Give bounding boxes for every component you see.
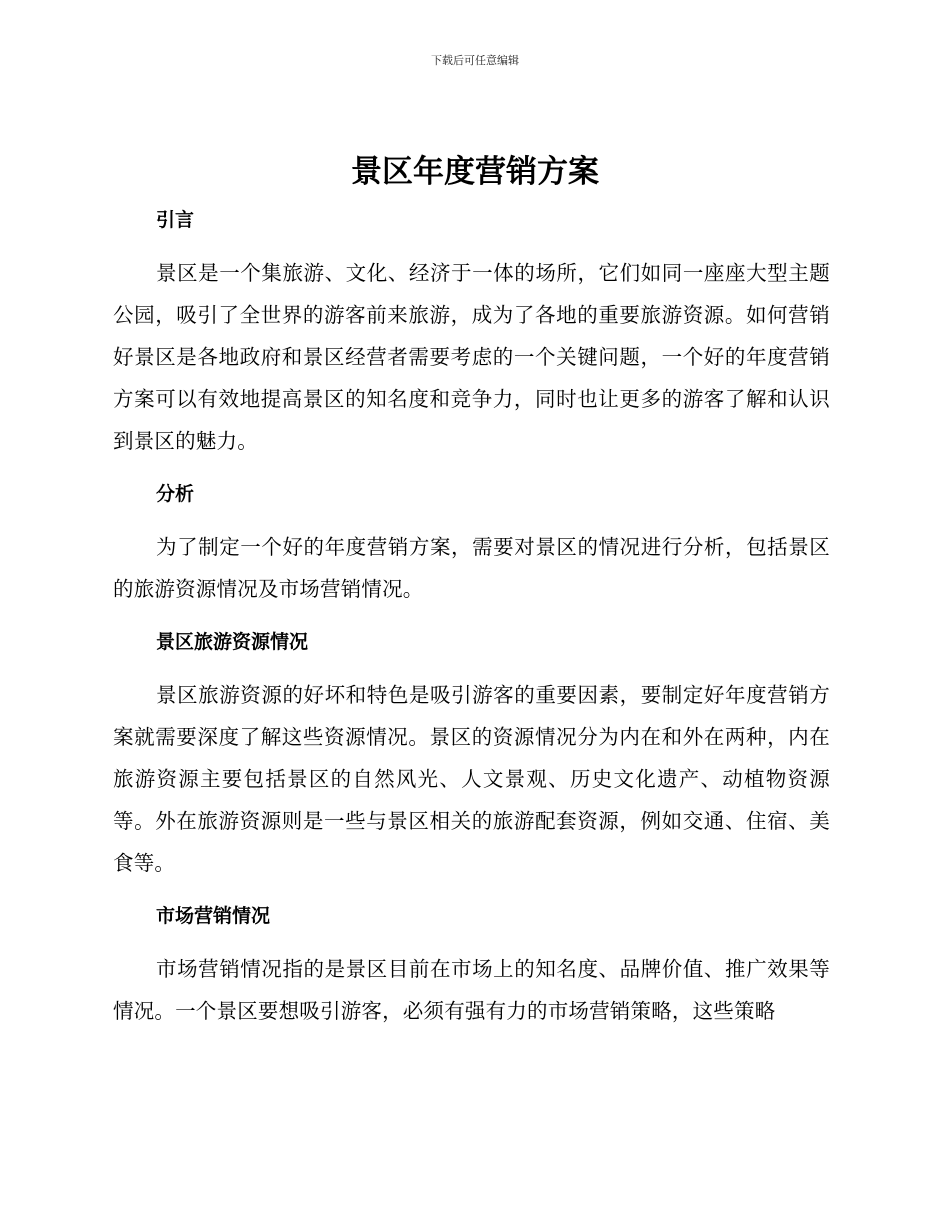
section-heading: 景区旅游资源情况 [156,631,309,653]
section-introduction [113,199,830,462]
section-paragraph: 景区是一个集旅游、文化、经济于一体的场所，它们如同一座座大型主题公园，吸引了全世界的游客前来旅游，成为了各地的重要旅游资源。如何营销好景区是各地政府和景区经营者需要考虑的一个关键问题，一个好的年度营销方案可以有效地提高景区的知名度和竞争力，同时也让更多的游客了解和认识到景区的魅力。 [113,261,830,453]
section-paragraph: 景区旅游资源的好坏和特色是吸引游客的重要因素，要制定好年度营销方案就需要深度了解这些资源情况。景区的资源情况分为内在和外在两种，内在旅游资源主要包括景区的自然风光、人文景观、历史文化遗产、动植物资源等。外在旅游资源则是一些与景区相关的旅游配套资源，例如交通、住宿、美食等。 [113,683,830,875]
section-heading: 分析 [156,483,195,505]
section-tourism-resources [113,621,830,884]
section-marketing [113,895,830,1032]
section-paragraph: 为了制定一个好的年度营销方案，需要对景区的情况进行分析，包括景区的旅游资源情况及市场营销情况。 [113,535,830,601]
page-header-note: 下载后可任意编辑 [431,54,519,67]
document-body [113,199,830,1032]
section-heading: 市场营销情况 [156,905,271,927]
document-title: 景区年度营销方案 [351,154,599,190]
section-analysis [113,473,830,610]
section-heading: 引言 [156,209,195,231]
section-paragraph: 市场营销情况指的是景区目前在市场上的知名度、品牌价值、推广效果等情况。一个景区要想吸引游客，必须有强有力的市场营销策略，这些策略 [113,957,830,1023]
